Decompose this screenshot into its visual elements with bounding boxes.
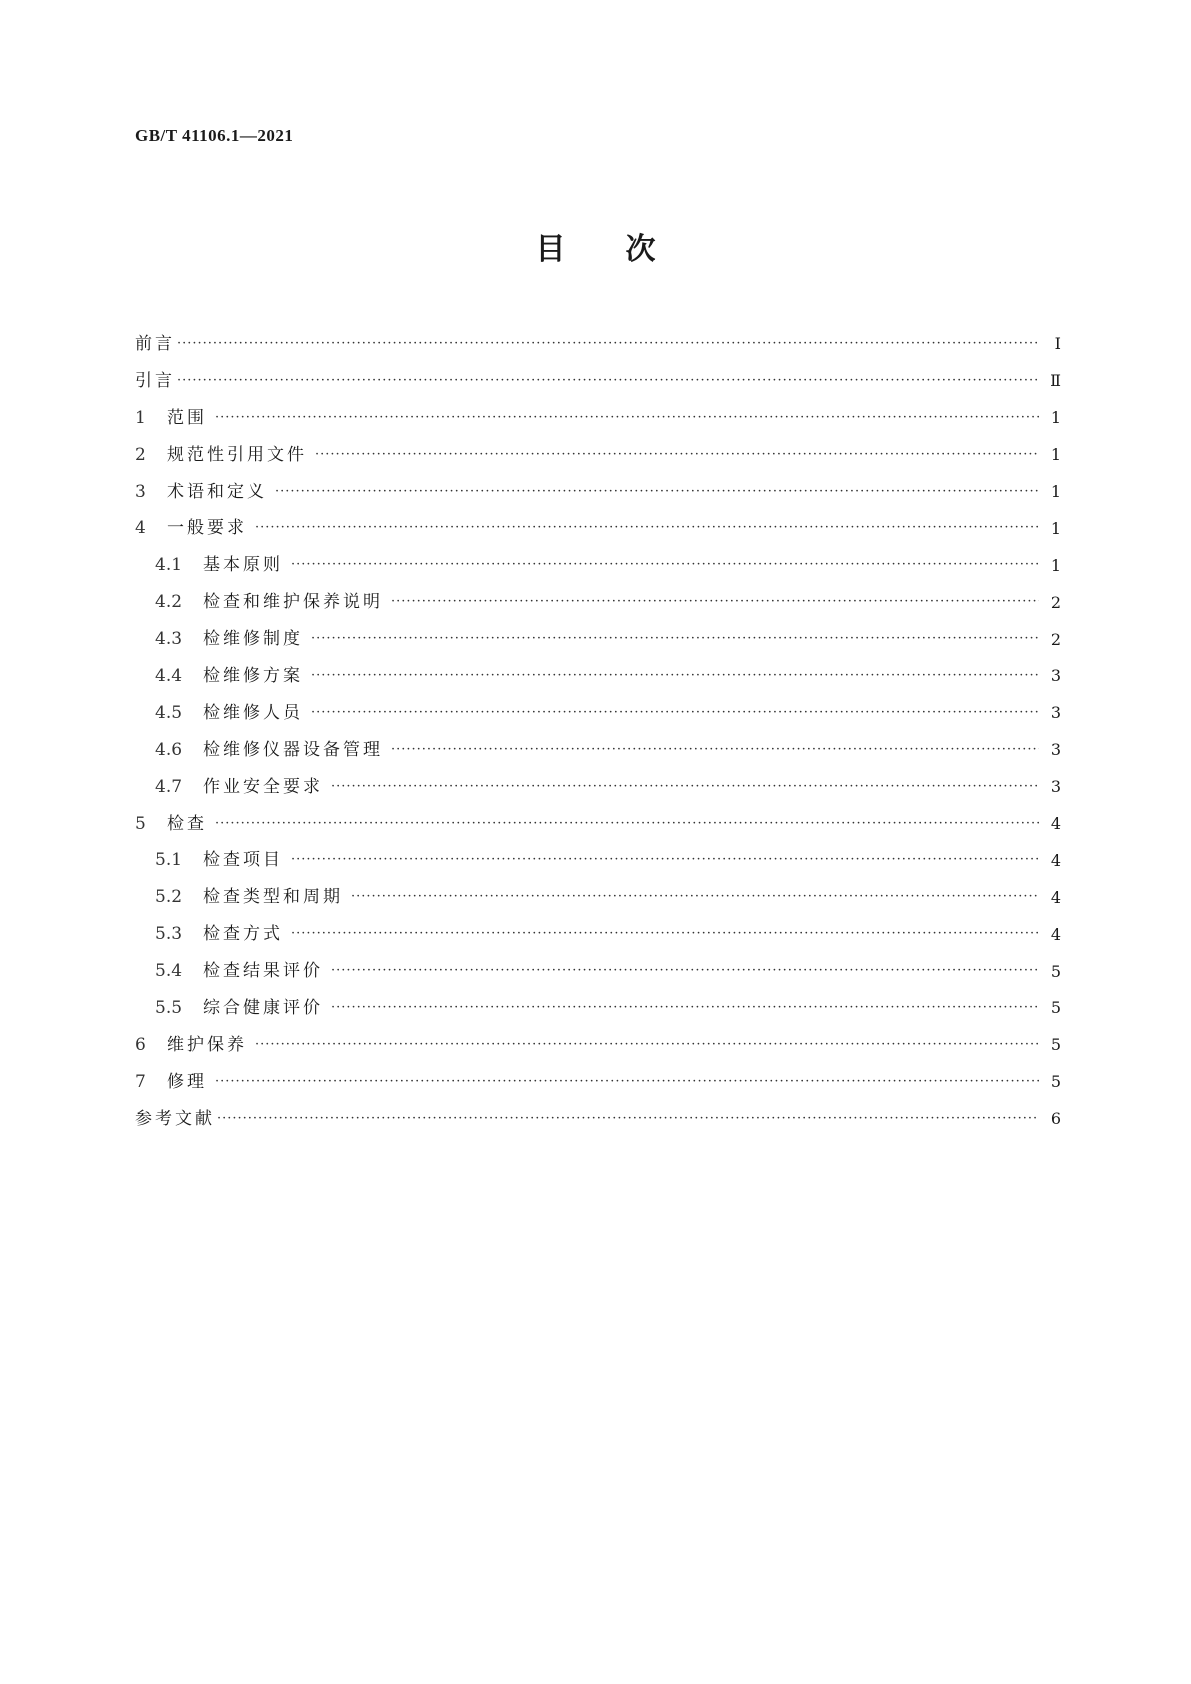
dot-leader xyxy=(291,558,1039,571)
toc-entry-page: 1 xyxy=(1050,518,1061,538)
dot-leader xyxy=(177,337,1039,350)
toc-entry[interactable] xyxy=(135,510,1061,547)
toc-entry[interactable] xyxy=(135,879,1061,916)
toc-entry-page: 5 xyxy=(1050,998,1061,1018)
dot-leader xyxy=(291,853,1039,866)
toc-entry[interactable] xyxy=(135,916,1061,953)
toc-entry[interactable] xyxy=(135,547,1061,584)
dot-leader xyxy=(331,1001,1039,1014)
dot-leader xyxy=(391,743,1039,756)
toc-entry-number: 4 xyxy=(135,518,146,539)
toc-entry-label: 术语和定义 xyxy=(167,481,267,502)
toc-entry-number: 1 xyxy=(135,407,146,428)
toc-entry[interactable] xyxy=(135,584,1061,621)
toc-entry-page: 4 xyxy=(1050,887,1061,907)
toc-entry-number: 4.1 xyxy=(155,555,183,576)
toc-entry-label: 检维修制度 xyxy=(203,629,303,650)
toc-entry[interactable] xyxy=(135,990,1061,1027)
dot-leader xyxy=(311,669,1039,682)
toc-entry-number: 5.3 xyxy=(155,924,183,945)
toc-entry-page: 1 xyxy=(1050,482,1061,501)
toc-entry-number: 4.7 xyxy=(155,776,183,797)
dot-leader xyxy=(215,411,1039,424)
toc-entry-number: 5 xyxy=(135,813,146,834)
toc-entry-label: 前言 xyxy=(135,333,175,354)
toc-entry-label: 作业安全要求 xyxy=(203,776,323,797)
toc-entry-page: 3 xyxy=(1050,703,1061,723)
dot-leader xyxy=(311,632,1039,645)
toc-entry-label: 综合健康评价 xyxy=(203,997,323,1018)
toc-entry[interactable] xyxy=(135,437,1061,474)
toc-entry-number: 5.1 xyxy=(155,850,183,871)
dot-leader xyxy=(351,890,1039,903)
toc-entry-label: 一般要求 xyxy=(167,518,247,539)
toc-entry[interactable] xyxy=(135,732,1061,769)
toc-entry-number: 4.2 xyxy=(155,592,183,613)
toc-entry-label: 检查类型和周期 xyxy=(203,887,343,908)
toc-entry-label: 参考文献 xyxy=(135,1108,215,1129)
toc-entry-number: 5.5 xyxy=(155,997,183,1018)
toc-entry-label: 检维修人员 xyxy=(203,702,303,723)
toc-entry-number: 6 xyxy=(135,1034,146,1055)
toc-entry[interactable] xyxy=(135,842,1061,879)
toc-entry-number: 4.5 xyxy=(155,702,183,723)
toc-entry-label: 检查结果评价 xyxy=(203,961,323,982)
toc-entry-page: Ⅰ xyxy=(1054,334,1061,354)
dot-leader xyxy=(215,1075,1039,1088)
toc-entry[interactable] xyxy=(135,363,1061,400)
toc-entry-label: 检查方式 xyxy=(203,924,283,945)
toc-entry-page: 2 xyxy=(1050,629,1061,649)
toc-entry-number: 4.4 xyxy=(155,665,183,686)
toc-entry-number: 5.4 xyxy=(155,961,183,982)
toc-entry-page: 6 xyxy=(1050,1109,1061,1129)
dot-leader xyxy=(217,1112,1039,1125)
toc-entry-number: 4.3 xyxy=(155,629,183,650)
toc-entry-page: 5 xyxy=(1050,1072,1061,1092)
toc-entry-page: 1 xyxy=(1050,445,1061,465)
toc-entry[interactable] xyxy=(135,1064,1061,1101)
toc-entry[interactable] xyxy=(135,1027,1061,1064)
toc-entry-number: 7 xyxy=(135,1071,146,1092)
dot-leader xyxy=(331,964,1039,977)
toc-entry[interactable] xyxy=(135,474,1061,511)
toc-entry-page: 3 xyxy=(1050,740,1061,760)
dot-leader xyxy=(331,780,1039,793)
dot-leader xyxy=(291,927,1039,940)
page-title: 目次 xyxy=(535,232,716,267)
toc-entry[interactable] xyxy=(135,695,1061,732)
toc-entry-label: 检维修仪器设备管理 xyxy=(203,739,383,760)
dot-leader xyxy=(391,595,1039,608)
toc-entry-label: 维护保养 xyxy=(167,1034,247,1055)
toc-entry[interactable] xyxy=(135,1101,1061,1138)
toc-entry-page: 3 xyxy=(1050,777,1061,797)
standard-code: GB/T 41106.1—2021 xyxy=(135,126,294,145)
dot-leader xyxy=(177,374,1039,387)
toc-entry-label: 检维修方案 xyxy=(203,665,303,686)
toc-entry[interactable] xyxy=(135,621,1061,658)
toc-entry-label: 范围 xyxy=(167,407,207,428)
toc-entry-label: 基本原则 xyxy=(203,555,283,576)
toc-entry-page: 5 xyxy=(1050,1035,1061,1055)
table-of-contents xyxy=(135,326,1061,1138)
dot-leader xyxy=(311,706,1039,719)
toc-entry[interactable] xyxy=(135,326,1061,363)
toc-entry-page: 2 xyxy=(1050,592,1061,612)
toc-entry[interactable] xyxy=(135,953,1061,990)
toc-entry-label: 检查 xyxy=(167,813,207,834)
toc-entry-label: 规范性引用文件 xyxy=(167,444,307,465)
toc-entry[interactable] xyxy=(135,400,1061,437)
toc-entry-number: 2 xyxy=(135,444,146,465)
toc-entry-number: 4.6 xyxy=(155,739,183,760)
toc-entry-page: 3 xyxy=(1050,666,1061,686)
toc-entry-label: 引言 xyxy=(135,370,175,391)
toc-entry[interactable] xyxy=(135,769,1061,806)
toc-entry-page: 4 xyxy=(1050,924,1061,944)
toc-entry-label: 检查和维护保养说明 xyxy=(203,592,383,613)
dot-leader xyxy=(275,485,1039,498)
toc-entry-page: 1 xyxy=(1050,555,1061,575)
dot-leader xyxy=(315,448,1039,461)
dot-leader xyxy=(255,1038,1039,1051)
toc-entry[interactable] xyxy=(135,658,1061,695)
toc-entry-number: 5.2 xyxy=(155,887,183,908)
toc-entry-page: 5 xyxy=(1050,961,1061,981)
toc-entry-page: Ⅱ xyxy=(1050,371,1061,391)
toc-entry-number: 3 xyxy=(135,481,146,502)
toc-entry-page: 4 xyxy=(1050,850,1061,870)
dot-leader xyxy=(215,817,1039,830)
toc-entry-page: 4 xyxy=(1050,814,1061,834)
toc-entry-label: 检查项目 xyxy=(203,850,283,871)
toc-entry[interactable] xyxy=(135,806,1061,843)
toc-entry-page: 1 xyxy=(1050,408,1061,428)
toc-entry-label: 修理 xyxy=(167,1071,207,1092)
dot-leader xyxy=(255,521,1039,534)
